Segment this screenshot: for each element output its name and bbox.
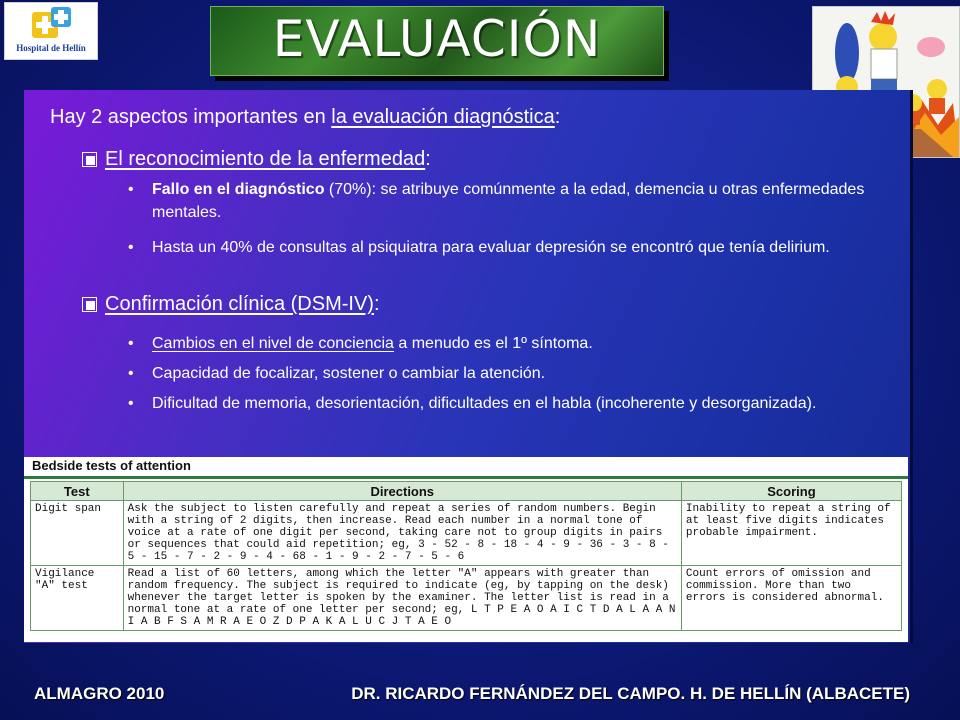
footer-event: ALMAGRO 2010 [34,684,165,703]
table-cell-test: Digit span [31,501,124,566]
bullet-dot-icon: • [128,335,134,352]
checkbox-bullet-icon [82,152,97,167]
table-row [31,566,902,631]
attention-tests-table [24,457,908,642]
table-cell-test: Vigilance "A" test [31,566,124,631]
table-row [31,501,902,566]
bullet-dot-icon: • [128,365,134,382]
table-cell-directions: Read a list of 60 letters, among which the letter "A" appears with greater than random frequency. The subject is required to indicate (eg, by tapping on the desk) whenever the target letter is spoken by the examiner. The letter list is read in a normal tone at a rate of one letter per second; eg, L T P E A O A I C T D A L A A N I A B F S A M R A E O Z D P A K A L U C J T A E O [123,566,681,631]
bullet-text: Dificultad de memoria, desorientación, dificultades en el habla (incoherente y desorganizada). [152,395,817,412]
checkbox-bullet-icon [82,297,97,312]
bullet-item [128,178,888,224]
section-heading-recognition [82,148,782,171]
section-heading-link[interactable]: Confirmación clínica (DSM-IV) [105,293,374,315]
bullet-bold: Fallo en el diagnóstico [152,181,325,198]
footer-author: DR. RICARDO FERNÁNDEZ DEL CAMPO. H. DE HELLÍN (ALBACETE) [351,684,910,703]
bullet-item [128,392,888,415]
hospital-cross-icon [29,6,73,40]
intro-prefix: Hay 2 aspectos importantes en [50,106,332,128]
table-title: Bedside tests of attention [32,458,191,473]
table-grid [30,481,902,631]
table-header-row [31,482,902,501]
bullet-item [128,362,888,385]
title-box [210,6,664,76]
table-header-cell: Test [31,482,124,501]
section-heading-suffix: : [425,148,431,170]
table-header-cell: Directions [123,482,681,501]
intro-suffix: : [554,106,561,128]
bullet-text: Hasta un 40% de consultas al psiquiatra para evaluar depresión se encontró que tenía delirium. [152,239,830,256]
logo-text: Hospital de Hellín [16,43,86,53]
intro-link[interactable]: la evaluación diagnóstica [331,106,555,128]
bullet-item [128,332,888,355]
hospital-logo [4,2,98,60]
table-cell-scoring: Count errors of omission and commission. More than two errors is considered abnormal. [681,566,901,631]
section-heading-suffix: : [373,293,380,315]
bullet-text: Capacidad de focalizar, sostener o cambiar la atención. [152,365,546,382]
section-heading-confirmation [82,293,782,316]
table-header-cell: Scoring [681,482,901,501]
section-heading-link[interactable]: El reconocimiento de la enfermedad [105,148,426,170]
bullet-item [128,236,888,259]
intro-text [50,106,810,129]
bullet-dot-icon: • [128,395,134,412]
bullet-link[interactable]: Cambios en el nivel de conciencia [152,335,394,352]
table-cell-scoring: Inability to repeat a string of at least five digits indicates probable impairment. [681,501,901,566]
table-title-rule [24,476,908,479]
table-cell-directions: Ask the subject to listen carefully and repeat a series of random numbers. Begin with a string of 2 digits, then increase. Read each number in a normal tone of voice at a rate of one digit per second, taking care not to group digits in pairs or sequences that could aid repetition; eg, 3 - 52 - 8 - 18 - 4 - 9 - 36 - 3 - 8 - 5 - 15 - 7 - 2 - 9 - 4 - 68 - 1 - 9 - 2 - 7 - 5 - 6 [123,501,681,566]
bullet-text: a menudo es el 1º síntoma. [393,335,593,352]
bullet-dot-icon: • [128,239,134,256]
bullet-dot-icon: • [128,181,134,198]
page-title: EVALUACIÓN [272,10,602,68]
bullet-text: (70%): se atribuye comúnmente a la edad, demencia u otras enfermedades mentales. [152,181,865,221]
